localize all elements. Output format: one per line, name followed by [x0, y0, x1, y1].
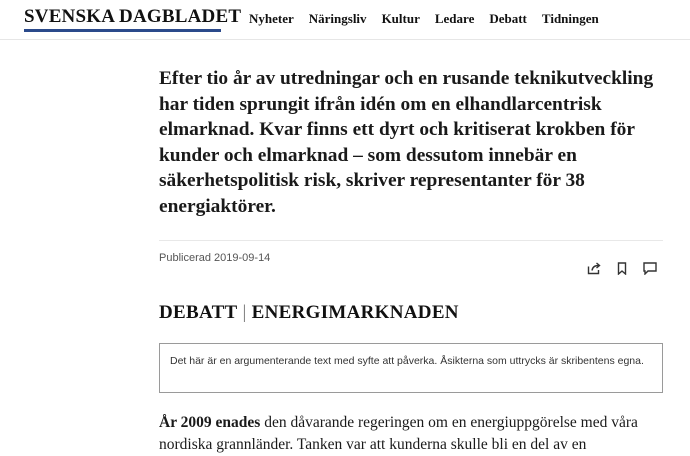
opinion-disclaimer: Det här är en argumenterande text med syfte att påverka. Åsikterna som uttrycks är skribentens egna. [159, 343, 663, 393]
section-name[interactable]: DEBATT [159, 302, 238, 323]
nav-item-tidningen[interactable]: Tidningen [541, 11, 599, 26]
section-label [159, 302, 459, 324]
body-text: den dåvarande regeringen om en energiuppgörelse med våra nordiska grannländer. Tanken var att kunderna skulle bli en del av en [159, 414, 638, 453]
site-header [0, 0, 690, 40]
comment-button[interactable] [639, 258, 661, 278]
nav-item-ledare[interactable]: Ledare [434, 11, 475, 26]
bookmark-icon [617, 262, 627, 275]
meta-divider [159, 240, 663, 241]
body-lead: År 2009 enades [159, 414, 261, 431]
article-body [159, 412, 659, 456]
section-separator: | [242, 302, 247, 323]
site-logo[interactable]: SVENSKA DAGBLADET [24, 6, 242, 27]
topic-name[interactable]: ENERGIMARKNADEN [251, 302, 459, 323]
nav-item-kultur[interactable]: Kultur [381, 11, 420, 26]
logo-underline [24, 29, 221, 32]
publish-date: Publicerad 2019-09-14 [159, 252, 271, 264]
nav-item-nyheter[interactable]: Nyheter [249, 11, 294, 26]
main-nav [249, 11, 614, 27]
bookmark-button[interactable] [611, 258, 633, 278]
nav-item-debatt[interactable]: Debatt [489, 11, 527, 26]
comment-icon [643, 262, 657, 275]
nav-item-naringsliv[interactable]: Näringsliv [308, 11, 367, 26]
share-button[interactable] [583, 258, 605, 278]
share-icon [587, 262, 601, 275]
article-preamble: Efter tio år av utredningar och en rusande teknikutveckling har tiden sprungit ifrån idén om en elhandlarcentrisk elmarknad. Kvar finns ett dyrt och kritiserat krokben för kunder och elmarknad – som dessutom innebär en säkerhetspolitisk risk, skriver representanter för 38 energiaktörer. [159, 68, 654, 217]
